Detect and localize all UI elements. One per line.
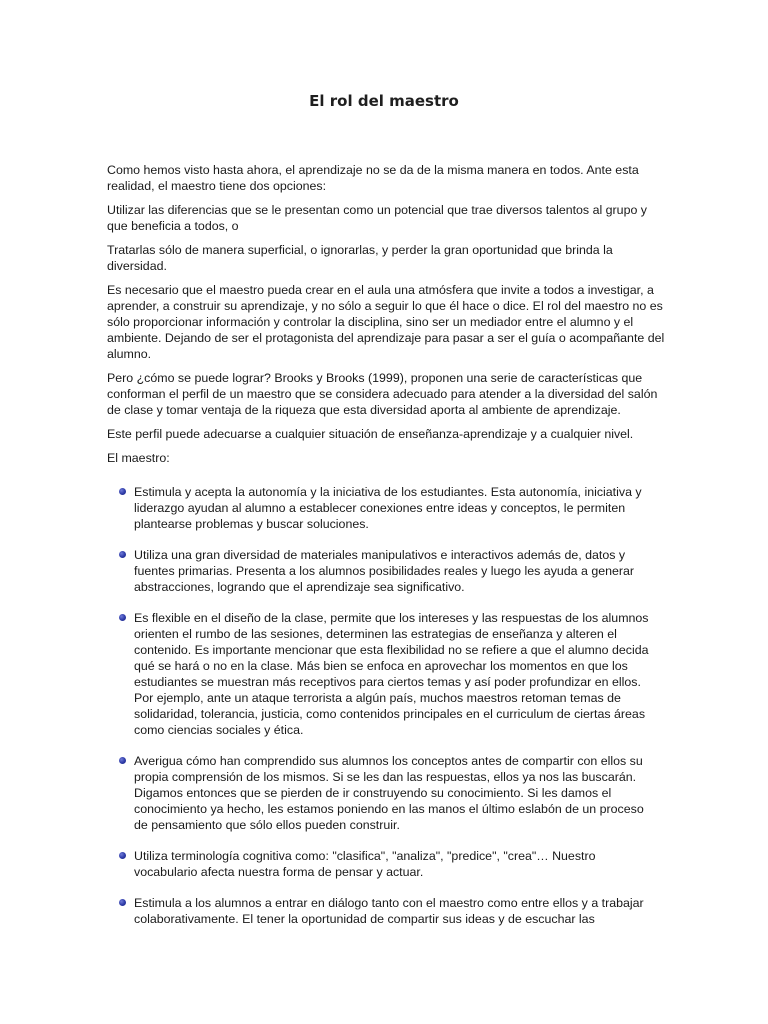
- bullet-icon: [119, 614, 126, 621]
- list-item: [107, 848, 667, 880]
- paragraph: Pero ¿cómo se puede lograr? Brooks y Brooks (1999), proponen una serie de características que conforman el perfil de un maestro que se considera adecuado para atender a la diversidad del salón de clase y tomar ventaja de la riqueza que esta diversidad aporta al ambiente de aprendizaje.: [107, 371, 658, 417]
- bullet-list: [107, 484, 667, 927]
- list-item: [107, 547, 667, 595]
- bullet-icon: [119, 852, 126, 859]
- bullet-icon: [119, 899, 126, 906]
- paragraph: Utilizar las diferencias que se le presentan como un potencial que trae diversos talentos al grupo y que beneficia a todos, o: [107, 203, 647, 233]
- paragraph: Este perfil puede adecuarse a cualquier situación de enseñanza-aprendizaje y a cualquier nivel.: [107, 427, 634, 441]
- paragraph: Es necesario que el maestro pueda crear en el aula una atmósfera que invite a todos a investigar, a aprender, a construir su aprendizaje, y no sólo a seguir lo que él hace o dice. El rol del maestro no es sólo proporcionar información y controlar la disciplina, sino ser un mediador entre el alumno y el ambiente. Dejando de ser el protagonista del aprendizaje para pasar a ser el guía o acompañante del alumno.: [107, 283, 665, 361]
- list-item: [107, 895, 667, 927]
- list-item-text: Averigua cómo han comprendido sus alumnos los conceptos antes de compartir con ellos su propia comprensión de los mismos. Si se les dan las respuestas, ellos ya nos las buscarán. Digamos entonces que se pierden de ir construyendo su conocimiento. Si les damos el conocimiento ya hecho, les estamos poniendo en las manos el último eslabón de un proceso de pensamiento que sólo ellos pueden construir.: [134, 754, 644, 832]
- list-item-text: Utiliza terminología cognitiva como: "clasifica", "analiza", "predice", "crea"… Nuestro vocabulario afecta nuestra forma de pensar y actuar.: [134, 849, 596, 879]
- paragraph: El maestro:: [107, 451, 170, 465]
- document-body: [107, 162, 667, 942]
- bullet-icon: [119, 551, 126, 558]
- paragraph: Tratarlas sólo de manera superficial, o ignorarlas, y perder la gran oportunidad que brinda la diversidad.: [107, 243, 613, 273]
- bullet-icon: [119, 488, 126, 495]
- list-item: [107, 484, 667, 532]
- list-item-text: Estimula y acepta la autonomía y la iniciativa de los estudiantes. Esta autonomía, iniciativa y liderazgo ayudan al alumno a establecer conexiones entre ideas y conceptos, le permiten plantearse problemas y buscar soluciones.: [134, 485, 642, 531]
- paragraph: Como hemos visto hasta ahora, el aprendizaje no se da de la misma manera en todos. Ante esta realidad, el maestro tiene dos opciones:: [107, 163, 639, 193]
- list-item-text: Utiliza una gran diversidad de materiales manipulativos e interactivos además de, datos y fuentes primarias. Presenta a los alumnos posibilidades reales y luego les ayuda a generar abstracciones, logrando que el aprendizaje sea significativo.: [134, 548, 635, 594]
- list-item-text: Estimula a los alumnos a entrar en diálogo tanto con el maestro como entre ellos y a trabajar colaborativamente. El tener la oportunidad de compartir sus ideas y de escuchar las: [134, 896, 644, 926]
- list-item-text: Es flexible en el diseño de la clase, permite que los intereses y las respuestas de los alumnos orienten el rumbo de las sesiones, determinen las estrategias de enseñanza y alteren el contenido. Es importante mencionar que esta flexibilidad no se refiere a que el alumno decida qué se hará o no en la clase. Más bien se enfoca en aprovechar los momentos en que los estudiantes se muestran más receptivos para ciertos temas y así poder profundizar en ellos. Por ejemplo, ante un ataque terrorista a algún país, muchos maestros retoman temas de solidaridad, tolerancia, justicia, como contenidos principales en el curriculum de ciertas áreas como ciencias sociales y ética.: [134, 611, 649, 737]
- list-item: [107, 610, 667, 738]
- page-title: El rol del maestro: [309, 92, 459, 110]
- list-item: [107, 753, 667, 833]
- bullet-icon: [119, 757, 126, 764]
